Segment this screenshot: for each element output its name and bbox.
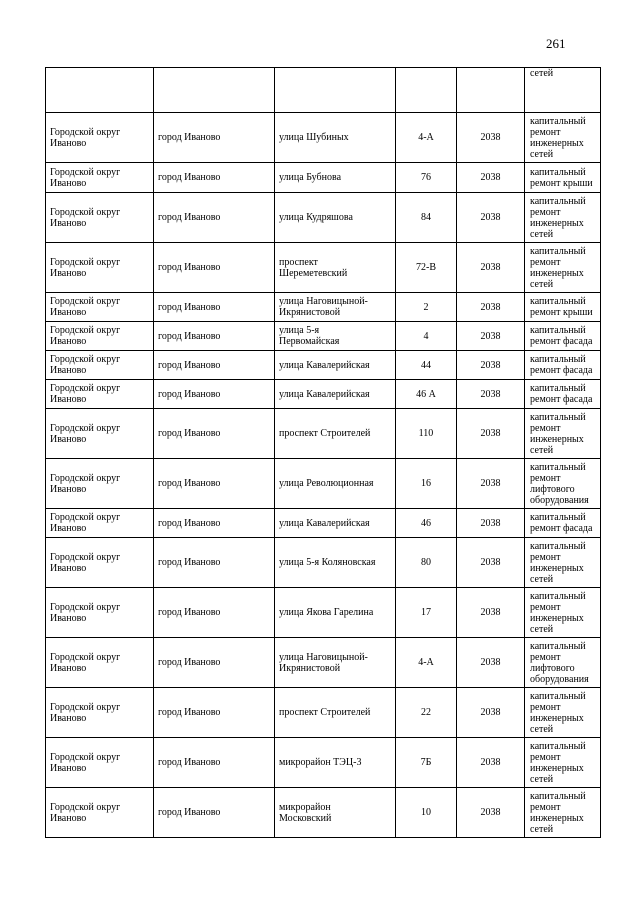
city-cell: город Иваново <box>154 351 275 380</box>
city-cell: город Иваново <box>154 688 275 738</box>
district-cell: Городской округ Иваново <box>46 293 154 322</box>
table-row <box>46 163 601 193</box>
street-cell: проспект Строителей <box>275 409 396 459</box>
district-cell: Городской округ Иваново <box>46 113 154 163</box>
work-type-cell: капитальный ремонт инженерных сетей <box>525 113 601 163</box>
street-cell: улица Кавалерийская <box>275 509 396 538</box>
table-row <box>46 193 601 243</box>
city-cell: город Иваново <box>154 509 275 538</box>
work-type-cell: капитальный ремонт инженерных сетей <box>525 243 601 293</box>
work-type-cell: капитальный ремонт фасада <box>525 509 601 538</box>
work-type-cell: сетей <box>525 68 601 113</box>
house-number-cell: 72-В <box>396 243 457 293</box>
work-type-cell: капитальный ремонт фасада <box>525 351 601 380</box>
house-number-cell: 46 <box>396 509 457 538</box>
district-cell: Городской округ Иваново <box>46 538 154 588</box>
table-row <box>46 322 601 351</box>
district-cell: Городской округ Иваново <box>46 409 154 459</box>
work-type-cell: капитальный ремонт фасада <box>525 322 601 351</box>
house-number-cell: 17 <box>396 588 457 638</box>
house-number-cell: 76 <box>396 163 457 193</box>
table-row <box>46 738 601 788</box>
repair-schedule-table <box>45 67 601 838</box>
city-cell: город Иваново <box>154 738 275 788</box>
district-cell: Городской округ Иваново <box>46 509 154 538</box>
district-cell <box>46 68 154 113</box>
street-cell: улица Бубнова <box>275 163 396 193</box>
house-number-cell: 46 А <box>396 380 457 409</box>
house-number-cell: 16 <box>396 459 457 509</box>
street-cell: проспект Шереметевский <box>275 243 396 293</box>
year-cell: 2038 <box>457 322 525 351</box>
table-row <box>46 588 601 638</box>
year-cell: 2038 <box>457 788 525 838</box>
street-cell: улица Кавалерийская <box>275 351 396 380</box>
street-cell <box>275 68 396 113</box>
year-cell: 2038 <box>457 113 525 163</box>
street-cell: улица Революционная <box>275 459 396 509</box>
house-number-cell: 80 <box>396 538 457 588</box>
district-cell: Городской округ Иваново <box>46 638 154 688</box>
year-cell: 2038 <box>457 163 525 193</box>
work-type-cell: капитальный ремонт крыши <box>525 293 601 322</box>
district-cell: Городской округ Иваново <box>46 322 154 351</box>
street-cell: микрорайон Московский <box>275 788 396 838</box>
district-cell: Городской округ Иваново <box>46 738 154 788</box>
street-cell: улица Наговицыной- Икрянистовой <box>275 638 396 688</box>
year-cell: 2038 <box>457 588 525 638</box>
year-cell: 2038 <box>457 243 525 293</box>
work-type-cell: капитальный ремонт инженерных сетей <box>525 788 601 838</box>
street-cell: улица 5-я Коляновская <box>275 538 396 588</box>
city-cell <box>154 68 275 113</box>
work-type-cell: капитальный ремонт крыши <box>525 163 601 193</box>
street-cell: улица Наговицыной- Икрянистовой <box>275 293 396 322</box>
city-cell: город Иваново <box>154 243 275 293</box>
table-row <box>46 688 601 738</box>
house-number-cell: 10 <box>396 788 457 838</box>
work-type-cell: капитальный ремонт лифтового оборудования <box>525 459 601 509</box>
house-number-cell: 4-А <box>396 638 457 688</box>
city-cell: город Иваново <box>154 788 275 838</box>
city-cell: город Иваново <box>154 193 275 243</box>
work-type-cell: капитальный ремонт инженерных сетей <box>525 688 601 738</box>
year-cell <box>457 68 525 113</box>
city-cell: город Иваново <box>154 409 275 459</box>
street-cell: улица Кудряшова <box>275 193 396 243</box>
year-cell: 2038 <box>457 380 525 409</box>
city-cell: город Иваново <box>154 459 275 509</box>
house-number-cell: 110 <box>396 409 457 459</box>
year-cell: 2038 <box>457 538 525 588</box>
year-cell: 2038 <box>457 738 525 788</box>
year-cell: 2038 <box>457 293 525 322</box>
house-number-cell <box>396 68 457 113</box>
year-cell: 2038 <box>457 509 525 538</box>
house-number-cell: 2 <box>396 293 457 322</box>
table-row <box>46 113 601 163</box>
district-cell: Городской округ Иваново <box>46 380 154 409</box>
city-cell: город Иваново <box>154 638 275 688</box>
year-cell: 2038 <box>457 459 525 509</box>
table-row <box>46 538 601 588</box>
house-number-cell: 4 <box>396 322 457 351</box>
district-cell: Городской округ Иваново <box>46 351 154 380</box>
year-cell: 2038 <box>457 638 525 688</box>
house-number-cell: 7Б <box>396 738 457 788</box>
table-row <box>46 509 601 538</box>
street-cell: улица Шубиных <box>275 113 396 163</box>
work-type-cell: капитальный ремонт инженерных сетей <box>525 409 601 459</box>
table-row <box>46 243 601 293</box>
district-cell: Городской округ Иваново <box>46 193 154 243</box>
table-row <box>46 638 601 688</box>
street-cell: улица 5-я Первомайская <box>275 322 396 351</box>
table-row <box>46 351 601 380</box>
work-type-cell: капитальный ремонт инженерных сетей <box>525 738 601 788</box>
table-row <box>46 68 601 113</box>
district-cell: Городской округ Иваново <box>46 459 154 509</box>
city-cell: город Иваново <box>154 113 275 163</box>
city-cell: город Иваново <box>154 380 275 409</box>
table-row <box>46 380 601 409</box>
table-row <box>46 459 601 509</box>
city-cell: город Иваново <box>154 538 275 588</box>
street-cell: улица Кавалерийская <box>275 380 396 409</box>
work-type-cell: капитальный ремонт инженерных сетей <box>525 193 601 243</box>
city-cell: город Иваново <box>154 293 275 322</box>
work-type-cell: капитальный ремонт инженерных сетей <box>525 538 601 588</box>
year-cell: 2038 <box>457 409 525 459</box>
street-cell: микрорайон ТЭЦ-3 <box>275 738 396 788</box>
year-cell: 2038 <box>457 193 525 243</box>
house-number-cell: 84 <box>396 193 457 243</box>
district-cell: Городской округ Иваново <box>46 163 154 193</box>
district-cell: Городской округ Иваново <box>46 688 154 738</box>
house-number-cell: 44 <box>396 351 457 380</box>
work-type-cell: капитальный ремонт инженерных сетей <box>525 588 601 638</box>
page-number: 261 <box>546 36 566 51</box>
district-cell: Городской округ Иваново <box>46 243 154 293</box>
street-cell: проспект Строителей <box>275 688 396 738</box>
work-type-cell: капитальный ремонт лифтового оборудования <box>525 638 601 688</box>
district-cell: Городской округ Иваново <box>46 588 154 638</box>
table-row <box>46 409 601 459</box>
city-cell: город Иваново <box>154 588 275 638</box>
district-cell: Городской округ Иваново <box>46 788 154 838</box>
year-cell: 2038 <box>457 351 525 380</box>
year-cell: 2038 <box>457 688 525 738</box>
street-cell: улица Якова Гарелина <box>275 588 396 638</box>
work-type-cell: капитальный ремонт фасада <box>525 380 601 409</box>
table-row <box>46 788 601 838</box>
city-cell: город Иваново <box>154 322 275 351</box>
city-cell: город Иваново <box>154 163 275 193</box>
table-row <box>46 293 601 322</box>
house-number-cell: 4-А <box>396 113 457 163</box>
house-number-cell: 22 <box>396 688 457 738</box>
